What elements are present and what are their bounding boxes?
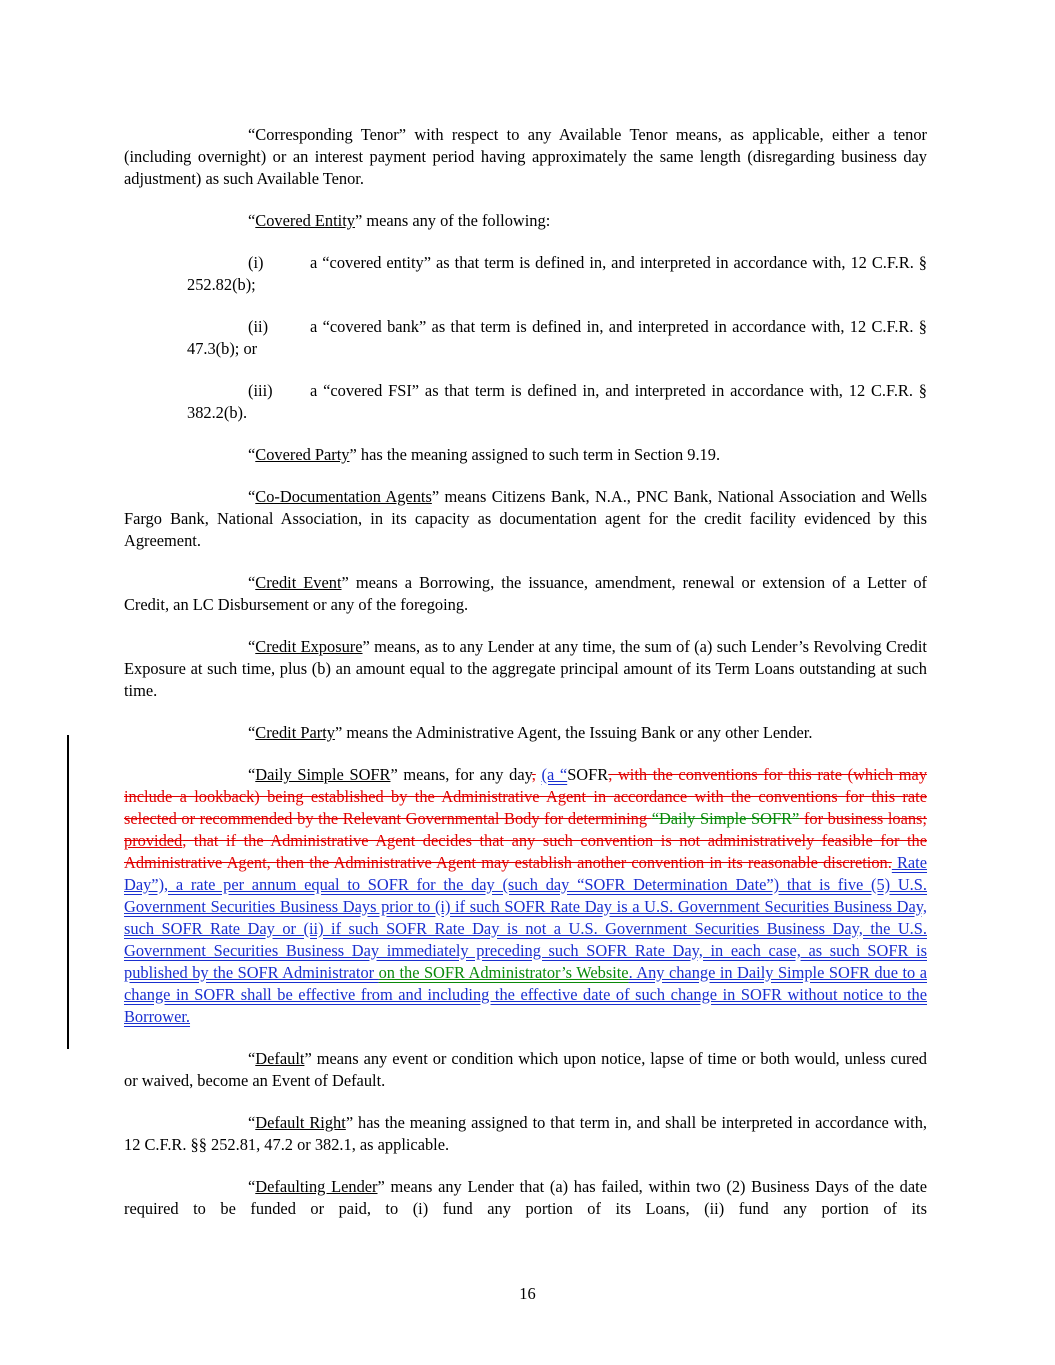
definition-text: “Corresponding Tenor” with respect to any Available Tenor means, as applicable, either a tenor (including overnight) or an interest payment period having approximately the same length (disregarding business day adjustment) as such Available Tenor. — [124, 125, 927, 188]
definition-text: ” means a Borrowing, the issuance, amendment, renewal or extension of a Letter of Credit, an LC Disbursement or any of the foregoing. — [124, 573, 927, 614]
definition-credit-exposure — [124, 636, 927, 702]
clause-ii — [124, 316, 927, 360]
definition-text: ” has the meaning assigned to that term in, and shall be interpreted in accordance with, 12 C.F.R. §§ 252.81, 47.2 or 382.1, as applicable. — [124, 1113, 927, 1154]
definition-co-documentation-agents — [124, 486, 927, 552]
inserted-text: . Any change in Daily Simple SOFR due to a change in SOFR shall be effective from and including the effective date of such change in SOFR without notice to the Borrower. — [124, 963, 927, 1026]
clause-i — [124, 252, 927, 296]
quote-mark: “ — [248, 1177, 256, 1196]
definition-default-right — [124, 1112, 927, 1156]
inserted-text: (a “ — [541, 765, 568, 784]
defined-term: Daily Simple SOFR — [255, 765, 391, 784]
change-bar — [67, 735, 69, 1049]
deleted-text: , with the conventions for this rate (which may include a lookback) being established by the Administrative Agent in accordance with the conventions for this rate selected or recommended by the Relevant Governmental Body for determining — [124, 765, 928, 828]
defined-term: Defaulting Lender — [255, 1177, 378, 1196]
definition-text: ” has the meaning assigned to such term in Section 9.19. — [349, 445, 721, 464]
quote-mark: “ — [248, 723, 256, 742]
definition-text: ” means, as to any Lender at any time, the sum of (a) such Lender’s Revolving Credit Exposure at such time, plus (b) an amount equal to the aggregate principal amount of its Term Loans outstanding at such time. — [124, 637, 927, 700]
defined-term: Default — [255, 1049, 305, 1068]
defined-term: Covered Entity — [255, 211, 355, 230]
definition-text: SOFR — [567, 765, 609, 784]
definition-corresponding-tenor — [124, 124, 927, 190]
clause-text: a “covered entity” as that term is defined in, and interpreted in accordance with, 12 C.F.R. § 252.82(b); — [187, 253, 927, 294]
clause-number: (ii) — [248, 317, 269, 336]
quote-mark: “ — [248, 1113, 256, 1132]
definition-text: ” means any of the following: — [354, 211, 551, 230]
definition-covered-party — [124, 444, 927, 466]
definition-text: ” means any Lender that (a) has failed, within two (2) Business Days of the date required to be funded or paid, to (i) fund any portion of its Loans, (ii) fund any portion of its — [124, 1177, 927, 1218]
definition-credit-event — [124, 572, 927, 616]
deleted-text: , that if the Administrative Agent decides that any such convention is not administratively feasible for the Administrative Agent, then the Administrative Agent may establish another convention in its reasonable discretion. — [124, 831, 927, 872]
quote-mark: “ — [248, 445, 256, 464]
quote-mark: “ — [248, 765, 256, 784]
defined-term: Credit Event — [255, 573, 342, 592]
defined-term: Default Right — [255, 1113, 346, 1132]
deleted-text: provided — [124, 831, 183, 850]
inserted-text: Rate Day”), a rate per annum equal to SOFR for the day (such day “SOFR Determination Date”) that is five (5) U.S. Government Securities Business Days prior to (i) if such SOFR Rate Day is a U.S. Government Securities Business Day, such SOFR Rate Day or (ii) if such SOFR Rate Day is not a U.S. Government Securities Business Day, the U.S. Government Securities Business Day immediately preceding such SOFR Rate Day, in each case, as such SOFR is published by the SOFR Administrator — [124, 853, 928, 982]
definition-default — [124, 1048, 927, 1092]
clause-number: (i) — [248, 253, 264, 272]
defined-term: Credit Exposure — [255, 637, 363, 656]
quote-mark: “ — [248, 487, 256, 506]
moved-inserted-text: on the SOFR Administrator’s Website — [378, 963, 629, 982]
definition-covered-entity — [124, 210, 927, 232]
deleted-text: for business loans; — [799, 809, 927, 828]
definition-text: ” means any event or condition which upon notice, lapse of time or both would, unless cured or waived, become an Event of Default. — [124, 1049, 927, 1090]
definition-credit-party — [124, 722, 927, 744]
quote-mark: “ — [248, 637, 256, 656]
definition-daily-simple-sofr — [124, 764, 927, 1028]
clause-text: a “covered FSI” as that term is defined in, and interpreted in accordance with, 12 C.F.R. § 382.2(b). — [187, 381, 927, 422]
definition-text: ” means, for any day — [390, 765, 532, 784]
defined-term: Covered Party — [255, 445, 350, 464]
quote-mark: “ — [248, 211, 256, 230]
document-page — [124, 124, 927, 1240]
defined-term: Credit Party — [255, 723, 335, 742]
quote-mark: “ — [248, 573, 256, 592]
defined-term: Co-Documentation Agents — [255, 487, 432, 506]
definition-text: ” means the Administrative Agent, the Issuing Bank or any other Lender. — [334, 723, 813, 742]
page-number: 16 — [519, 1284, 536, 1303]
clause-number: (iii) — [248, 381, 273, 400]
clause-iii — [124, 380, 927, 424]
quote-mark: “ — [248, 1049, 256, 1068]
moved-deleted-text: “Daily Simple SOFR” — [651, 809, 800, 828]
clause-text: a “covered bank” as that term is defined in, and interpreted in accordance with, 12 C.F.R. § 47.3(b); or — [187, 317, 927, 358]
definition-defaulting-lender — [124, 1176, 927, 1220]
deleted-text: , — [531, 765, 536, 784]
definition-text: ” means Citizens Bank, N.A., PNC Bank, National Association and Wells Fargo Bank, National Association, in its capacity as documentation agent for the credit facility evidenced by this Agreement. — [124, 487, 927, 550]
